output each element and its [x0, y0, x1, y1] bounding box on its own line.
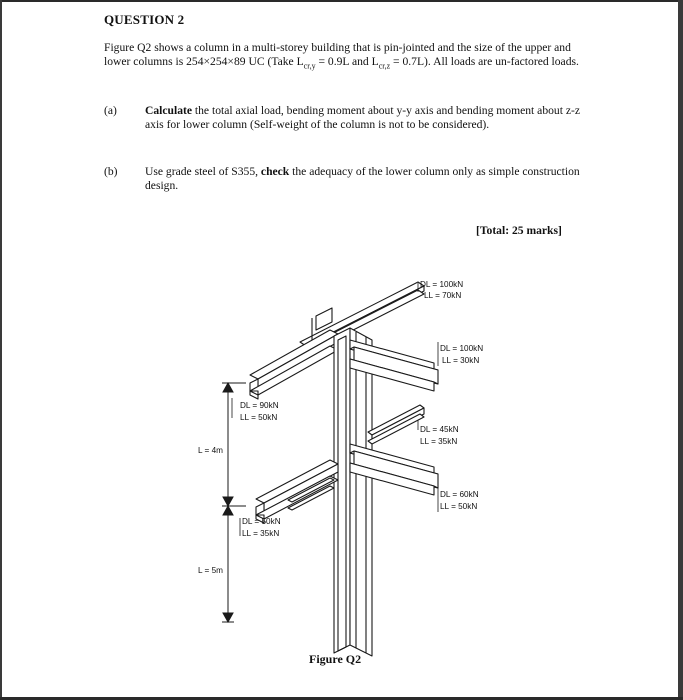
part-a-body: the total axial load, bending moment about y-y axis and bending moment about z-z axis for lower column (Self-weight of the column is not to be considered).: [145, 104, 580, 131]
load-top-dl: DL = 100kN: [420, 280, 464, 289]
intro-text-3: = 0.7L). All loads are un-factored loads.: [390, 55, 579, 68]
part-b-bold: check: [260, 165, 290, 178]
dim-arrow-mid-up: [223, 506, 233, 515]
load-lower-left-ll: LL = 35kN: [242, 529, 280, 538]
part-b-post: the adequacy of the lower column only as simple construction design.: [145, 165, 580, 192]
load-lower-left-dl: DL = 50kN: [242, 517, 281, 526]
load-mid-right-ll: LL = 35kN: [420, 437, 458, 446]
dim-arrow-top: [223, 383, 233, 392]
total-marks: [Total: 25 marks]: [476, 224, 562, 237]
dim-arrow-mid-down: [223, 497, 233, 506]
load-lower-right-dl: DL = 60kN: [440, 490, 479, 499]
load-lower-right-ll: LL = 50kN: [440, 502, 478, 511]
part-a-label: (a): [104, 104, 117, 117]
intro-text-1: Figure Q2 shows a column in a multi-storey building that is pin-jointed and the size of the upper and lower columns is 254×254×89 UC (Take L: [104, 41, 571, 68]
main-column: [334, 328, 372, 656]
intro-text-2: = 0.9L and L: [315, 55, 379, 68]
dim-arrow-bottom: [223, 613, 233, 622]
beam-mid-right: [368, 405, 424, 444]
load-top-ll: LL = 70kN: [424, 291, 462, 300]
load-upper-left-ll: LL = 50kN: [240, 413, 278, 422]
part-b-label: (b): [104, 165, 118, 178]
length-lower-label: L = 5m: [198, 566, 223, 575]
beam-upper-left: [250, 330, 338, 399]
question-heading: QUESTION 2: [104, 12, 185, 27]
load-upper-right-dl: DL = 100kN: [440, 344, 484, 353]
load-mid-right-dl: DL = 45kN: [420, 425, 459, 434]
part-b-pre: Use grade steel of S355,: [145, 165, 261, 178]
load-upper-right-ll: LL = 30kN: [442, 356, 480, 365]
length-upper-label: L = 4m: [198, 446, 223, 455]
intro-subscript-y: cr,y: [303, 61, 316, 71]
figure-caption: Figure Q2: [309, 652, 362, 666]
intro-subscript-z: cr,z: [378, 61, 391, 71]
load-upper-left-dl: DL = 90kN: [240, 401, 279, 410]
part-a-bold: Calculate: [145, 104, 193, 117]
